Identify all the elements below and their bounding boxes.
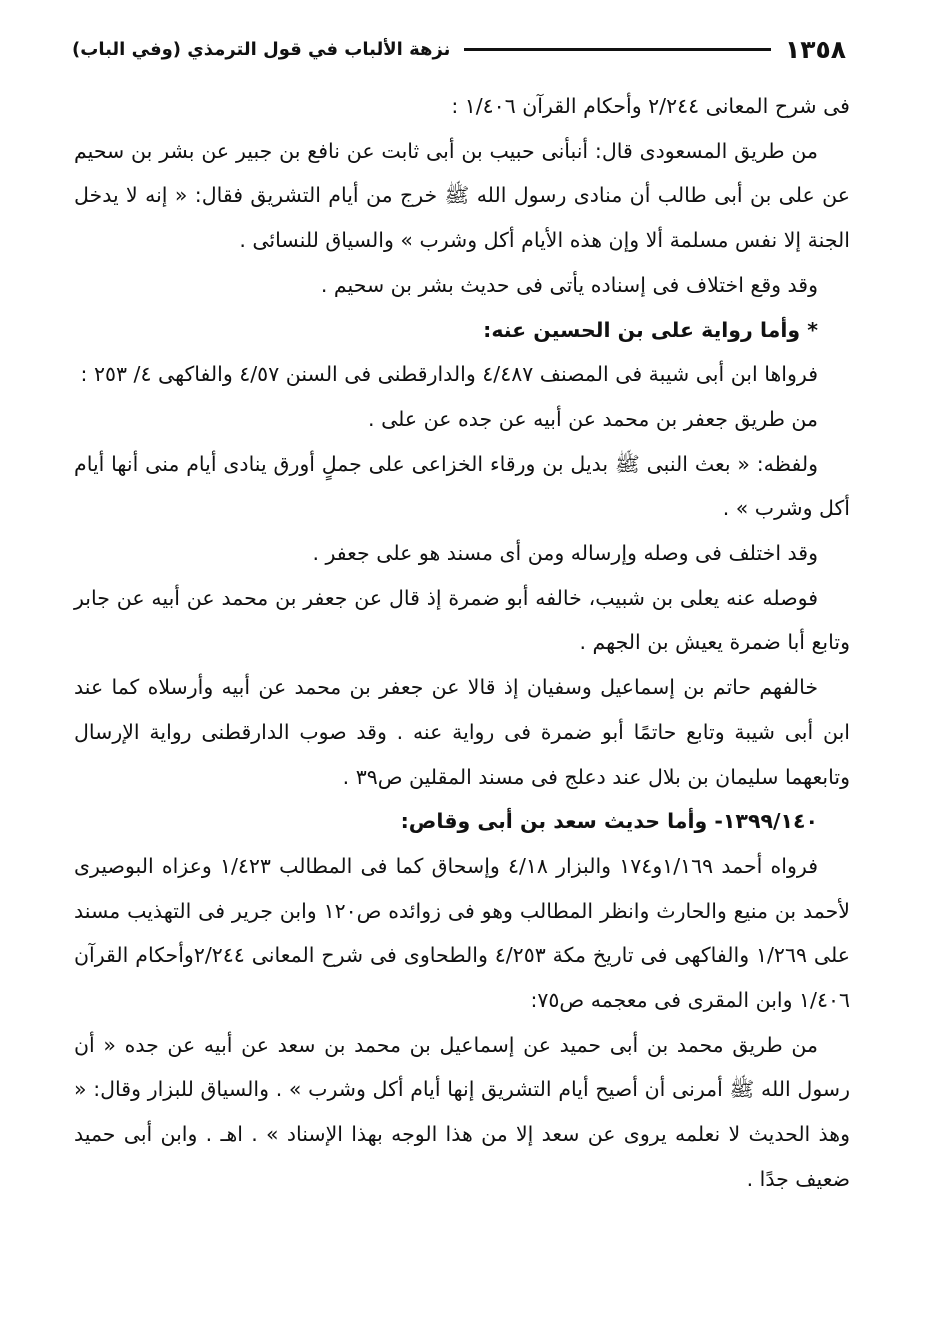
paragraph: فوصله عنه يعلى بن شبيب، خالفه أبو ضمرة إذ قال عن جعفر بن محمد عن أبيه عن جابر وتابع أبا ضمرة يعيش بن الجهم .	[74, 585, 850, 655]
running-title: نزهة الألباب في قول الترمذي (وفي الباب)	[72, 38, 451, 60]
paragraph: فى شرح المعانى ٢/٢٤٤ وأحكام القرآن ١/٤٠٦ :	[451, 94, 850, 118]
paragraph: فرواها ابن أبى شيبة فى المصنف ٤/٤٨٧ والدارقطنى فى السنن ٤/٥٧ والفاكهى ٤/ ٢٥٣ :	[80, 362, 818, 387]
page-header	[72, 32, 846, 66]
paragraph: خالفهم حاتم بن إسماعيل وسفيان إذ قالا عن جعفر بن محمد عن أبيه وأرسلاه كما عند ابن أبى شيبة وتابع حاتمًا أبو ضمرة فى رواية عنه . وقد صوب الدارقطنى رواية الإرسال وتابعهما سليمان بن بلال عند دعلج فى مسند المقلين ص٣٩ .	[74, 675, 850, 789]
section-heading: * وأما رواية على بن الحسين عنه:	[483, 317, 818, 342]
paragraph: من طريق محمد بن أبى حميد عن إسماعيل بن محمد بن سعد عن أبيه عن جده « أن رسول الله ﷺ أمرنى أن أصيح أيام التشريق إنها أيام أكل وشرب » . والسياق للبزار وقال: « وهذ الحديث لا نعلمه يروى عن سعد إلا من هذا الوجه بهذا الإسناد » . اهـ . وابن أبى حميد ضعيف جدًا .	[74, 1032, 850, 1191]
paragraph: ولفظه: « بعث النبى ﷺ بديل بن ورقاء الخزاعى على جملٍ أورق ينادى أيام منى أنها أيام أكل وشرب » .	[74, 451, 850, 521]
paragraph: من طريق جعفر بن محمد عن أبيه عن جده عن على .	[368, 406, 818, 431]
page-number: ١٣٥٨	[784, 34, 846, 64]
paragraph: وقد اختلف فى وصله وإرساله ومن أى مسند هو على جعفر .	[312, 541, 818, 566]
paragraph: وقد وقع اختلاف فى إسناده يأتى فى حديث بشر بن سحيم .	[320, 272, 818, 297]
paragraph: فرواه أحمد ١/١٦٩و١٧٤ والبزار ٤/١٨ وإسحاق كما فى المطالب ١/٤٢٣ وعزاه البوصيرى لأحمد بن منيع والحارث وانظر المطالب وهو فى زوائده ص١٢٠ وابن جرير فى التهذيب مسند على ١/٢٦٩ والفاكهى فى تاريخ مكة ٤/٢٥٣ والطحاوى فى شرح المعانى ٢/٢٤٤وأحكام القرآن ١/٤٠٦ وابن المقرى فى معجمه ص٧٥:	[74, 853, 850, 1013]
paragraph: من طريق المسعودى قال: أنبأنى حبيب بن أبى ثابت عن نافع بن جبير عن بشر بن سحيم عن على بن أبى طالب أن منادى رسول الله ﷺ خرج من أيام التشريق فقال: « إنه لا يدخل الجنة إلا نفس مسلمة ألا وإن هذه الأيام أكل وشرب » والسياق للنسائى .	[74, 138, 850, 253]
header-rule	[464, 48, 771, 51]
body-text	[74, 84, 850, 1202]
section-heading: ١٣٩٩/١٤٠- وأما حديث سعد بن أبى وقاص:	[400, 809, 818, 834]
